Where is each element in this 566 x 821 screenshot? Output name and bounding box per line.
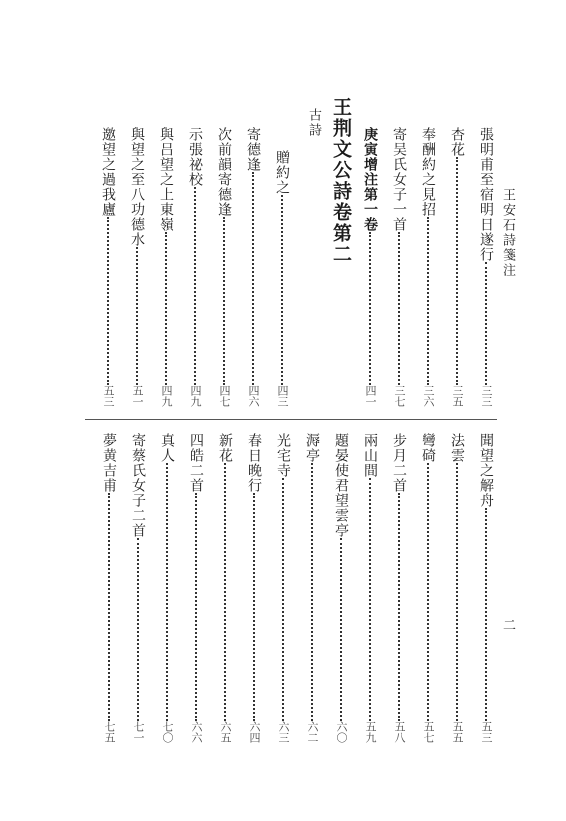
leader-dots: [456, 463, 458, 721]
toc-entry[interactable]: [271, 150, 293, 407]
toc-entry[interactable]: [185, 433, 207, 743]
leader-dots: [252, 172, 254, 385]
leader-dots: [166, 463, 168, 721]
entry-page: 三七: [393, 385, 406, 407]
entry-page: 七〇: [161, 721, 174, 743]
toc-entry[interactable]: [243, 433, 265, 743]
entry-page: 七一: [132, 721, 145, 743]
leader-dots: [398, 493, 400, 721]
entry-title: 與望之至八功德水: [129, 127, 145, 247]
entry-page: 三三: [480, 385, 493, 407]
entry-page: 六二: [306, 721, 319, 743]
leader-dots: [224, 463, 226, 721]
leader-dots: [485, 508, 487, 721]
toc-entry[interactable]: [301, 433, 323, 743]
toc-entry[interactable]: [388, 127, 410, 407]
entry-page: 四三: [276, 385, 289, 407]
leader-dots: [427, 463, 429, 721]
leader-dots: [253, 493, 255, 721]
leader-dots: [369, 478, 371, 721]
divider-rule: [85, 419, 497, 420]
entry-title: 夢黄吉甫: [101, 433, 117, 493]
entry-page: 五三: [480, 721, 493, 743]
entry-page: 四一: [364, 385, 377, 407]
entry-page: 五九: [364, 721, 377, 743]
entry-title: 光宅寺: [275, 433, 291, 478]
toc-entry[interactable]: [388, 433, 410, 743]
entry-title: 聞望之解舟: [478, 433, 494, 508]
leader-dots: [398, 232, 400, 385]
toc-entry[interactable]: [417, 127, 439, 407]
leader-dots: [107, 217, 109, 385]
leader-dots: [137, 538, 139, 721]
entry-page: 五三: [102, 385, 115, 407]
entry-title: 彎碕: [420, 433, 436, 463]
entry-page: 三五: [451, 385, 464, 407]
entry-title: 兩山間: [362, 433, 378, 478]
toc-entry[interactable]: [98, 433, 120, 743]
leader-dots: [108, 493, 110, 721]
toc-entry[interactable]: [97, 127, 119, 407]
entry-title: 次前韻寄德逢: [216, 127, 232, 217]
entry-title: 題晏使君望雲亭: [333, 433, 349, 538]
entry-page: 七五: [103, 721, 116, 743]
entry-title: 新花: [217, 433, 233, 463]
leader-dots: [194, 187, 196, 385]
entry-title: 春日晚行: [246, 433, 262, 493]
entry-title: 庚寅增注第一卷: [362, 127, 378, 232]
entry-title: 贈約之: [274, 150, 290, 195]
entry-page: 四九: [189, 385, 202, 407]
entry-page: 六〇: [335, 721, 348, 743]
toc-entry[interactable]: [127, 433, 149, 743]
page-number: 二: [500, 618, 515, 631]
entry-page: 五七: [422, 721, 435, 743]
leader-dots: [485, 262, 487, 385]
entry-page: 五八: [393, 721, 406, 743]
entry-page: 三六: [422, 385, 435, 407]
leader-dots: [136, 247, 138, 385]
toc-entry[interactable]: [242, 127, 264, 407]
toc-entry[interactable]: [126, 127, 148, 407]
leader-dots: [282, 478, 284, 721]
toc-entry[interactable]: [330, 433, 352, 743]
section-label: 古詩: [306, 108, 321, 138]
toc-entry[interactable]: [213, 127, 235, 407]
leader-dots: [195, 493, 197, 721]
toc-entry[interactable]: [214, 433, 236, 743]
toc-entry[interactable]: [417, 433, 439, 743]
toc-entry[interactable]: [359, 433, 381, 743]
entry-title: 寄吴氏女子一首: [391, 127, 407, 232]
entry-title: 杏花: [449, 127, 465, 157]
entry-page: 六三: [277, 721, 290, 743]
toc-entry[interactable]: [272, 433, 294, 743]
entry-title: 示張祕校: [187, 127, 203, 187]
toc-entry[interactable]: [156, 433, 178, 743]
entry-title: 溽亭: [304, 433, 320, 463]
toc-entry[interactable]: [155, 127, 177, 407]
volume-title: 王荆文公詩卷第二: [330, 97, 352, 265]
toc-entry[interactable]: [446, 433, 468, 743]
leader-dots: [369, 232, 371, 385]
leader-dots: [456, 157, 458, 385]
toc-entry[interactable]: [475, 433, 497, 743]
entry-title: 寄蔡氏女子二首: [130, 433, 146, 538]
entry-page: 四九: [160, 385, 173, 407]
toc-entry[interactable]: [184, 127, 206, 407]
entry-page: 四七: [218, 385, 231, 407]
toc-entry[interactable]: [475, 127, 497, 407]
entry-title: 四皓二首: [188, 433, 204, 493]
leader-dots: [281, 195, 283, 385]
entry-title: 真人: [159, 433, 175, 463]
entry-page: 五一: [131, 385, 144, 407]
entry-title: 奉酬約之見招: [420, 127, 436, 217]
toc-entry[interactable]: [359, 127, 381, 407]
entry-title: 邀望之過我廬: [100, 127, 116, 217]
toc-entry[interactable]: [446, 127, 468, 407]
entry-page: 六五: [219, 721, 232, 743]
entry-page: 五五: [451, 721, 464, 743]
leader-dots: [427, 217, 429, 385]
leader-dots: [340, 538, 342, 721]
leader-dots: [311, 463, 313, 721]
running-header: 王安石詩箋注: [500, 188, 515, 278]
entry-page: 四六: [247, 385, 260, 407]
entry-title: 步月二首: [391, 433, 407, 493]
entry-title: 與吕望之上東嶺: [158, 127, 174, 232]
entry-page: 六六: [190, 721, 203, 743]
entry-title: 張明甫至宿明日遂行: [478, 127, 494, 262]
leader-dots: [165, 232, 167, 385]
entry-page: 六四: [248, 721, 261, 743]
leader-dots: [223, 217, 225, 385]
entry-title: 寄德逢: [245, 127, 261, 172]
entry-title: 法雲: [449, 433, 465, 463]
